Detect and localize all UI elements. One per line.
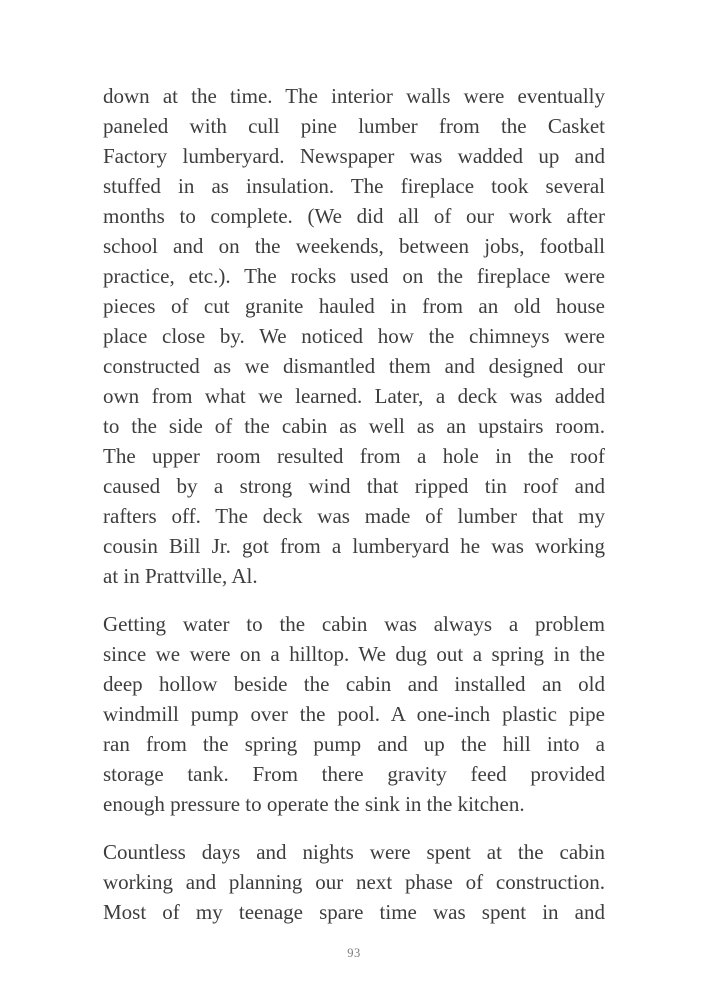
text-line: to the side of the cabin as well as an upstairs room. bbox=[103, 414, 605, 438]
text-line: Factory lumberyard. Newspaper was wadded up and bbox=[103, 144, 605, 168]
text-line: pieces of cut granite hauled in from an old house bbox=[103, 294, 605, 318]
text-line: school and on the weekends, between jobs, football bbox=[103, 234, 605, 258]
text-line: at in Prattville, Al. bbox=[103, 564, 258, 588]
text-line: rafters off. The deck was made of lumber that my bbox=[103, 504, 605, 528]
paragraph bbox=[103, 81, 605, 591]
text-line: place close by. We noticed how the chimneys were bbox=[103, 324, 605, 348]
text-line: down at the time. The interior walls were eventually bbox=[103, 84, 605, 108]
text-line: enough pressure to operate the sink in the kitchen. bbox=[103, 792, 525, 816]
text-line: since we were on a hilltop. We dug out a spring in the bbox=[103, 642, 605, 666]
paragraph bbox=[103, 609, 605, 819]
text-line: ran from the spring pump and up the hill into a bbox=[103, 732, 605, 756]
text-line: constructed as we dismantled them and designed our bbox=[103, 354, 605, 378]
text-line: Countless days and nights were spent at the cabin bbox=[103, 840, 605, 864]
text-line: practice, etc.). The rocks used on the fireplace were bbox=[103, 264, 605, 288]
text-line: cousin Bill Jr. got from a lumberyard he was working bbox=[103, 534, 605, 558]
text-line: windmill pump over the pool. A one-inch plastic pipe bbox=[103, 702, 605, 726]
text-line: Most of my teenage spare time was spent in and bbox=[103, 900, 605, 924]
text-line: working and planning our next phase of construction. bbox=[103, 870, 605, 894]
paragraph bbox=[103, 837, 605, 927]
text-line: storage tank. From there gravity feed provided bbox=[103, 762, 605, 786]
text-line: The upper room resulted from a hole in the roof bbox=[103, 444, 605, 468]
text-line: stuffed in as insulation. The fireplace took several bbox=[103, 174, 605, 198]
text-line: caused by a strong wind that ripped tin roof and bbox=[103, 474, 605, 498]
text-line: paneled with cull pine lumber from the Casket bbox=[103, 114, 605, 138]
text-line: deep hollow beside the cabin and installed an old bbox=[103, 672, 605, 696]
page-number: 93 bbox=[347, 946, 361, 960]
text-line: months to complete. (We did all of our work after bbox=[103, 204, 605, 228]
text-line: own from what we learned. Later, a deck was added bbox=[103, 384, 605, 408]
text-line: Getting water to the cabin was always a problem bbox=[103, 612, 605, 636]
